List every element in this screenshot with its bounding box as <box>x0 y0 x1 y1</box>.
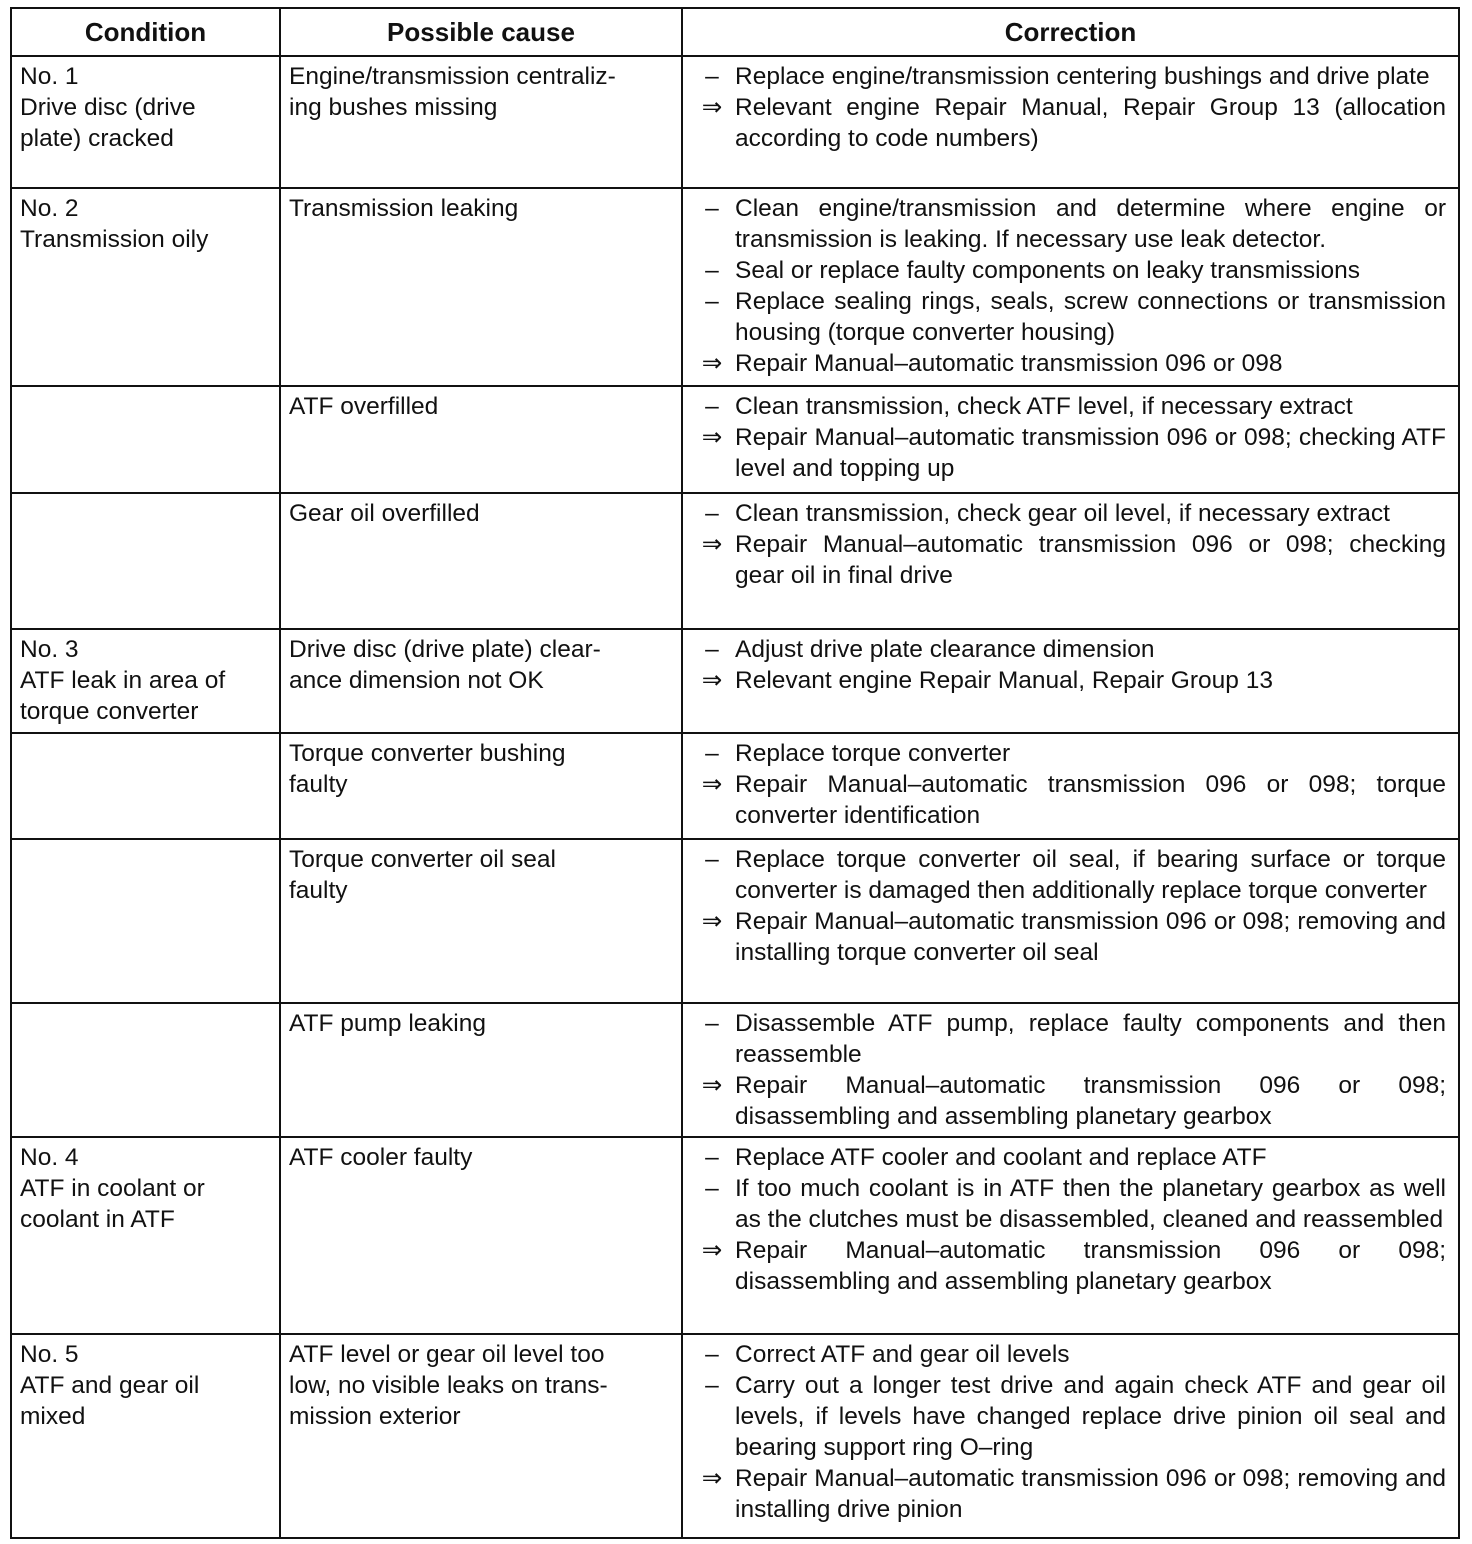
condition-cell <box>11 493 280 629</box>
correction-step-text: Repair Manual–automatic transmission 096 or 098; checking gear oil in final drive <box>735 531 1446 589</box>
correction-step <box>689 906 1446 968</box>
correction-step <box>689 1173 1446 1235</box>
correction-step <box>689 92 1446 154</box>
correction-cell <box>682 839 1459 1003</box>
step-dash-icon: – <box>705 1175 719 1202</box>
condition-cell <box>11 1003 280 1137</box>
reference-arrow-icon: ⇒ <box>701 94 723 121</box>
step-dash-icon: – <box>705 846 719 873</box>
possible-cause-cell: ATF overfilled <box>280 386 682 493</box>
correction-step <box>689 844 1446 906</box>
possible-cause-cell: Drive disc (drive plate) clear- ance dimension not OK <box>280 629 682 733</box>
correction-step <box>689 286 1446 348</box>
possible-cause-cell: ATF level or gear oil level too low, no visible leaks on trans- mission exterior <box>280 1334 682 1538</box>
correction-step <box>689 1339 1446 1370</box>
table-row <box>11 188 1459 386</box>
condition-cell <box>11 839 280 1003</box>
possible-cause-cell: Gear oil overfilled <box>280 493 682 629</box>
correction-step <box>689 1463 1446 1525</box>
step-dash-icon: – <box>705 740 719 767</box>
correction-step <box>689 255 1446 286</box>
correction-cell <box>682 56 1459 188</box>
reference-arrow-icon: ⇒ <box>701 424 723 451</box>
table-row <box>11 1137 1459 1334</box>
correction-step-text: Repair Manual–automatic transmission 096 or 098; removing and installing drive pinion <box>735 1465 1446 1523</box>
correction-step <box>689 1142 1446 1173</box>
reference-arrow-icon: ⇒ <box>701 1465 723 1492</box>
reference-arrow-icon: ⇒ <box>701 531 723 558</box>
correction-cell <box>682 733 1459 839</box>
correction-step <box>689 61 1446 92</box>
correction-step <box>689 1235 1446 1297</box>
header-correction: Correction <box>682 8 1459 56</box>
condition-cell: No. 5 ATF and gear oil mixed <box>11 1334 280 1538</box>
correction-step <box>689 1008 1446 1070</box>
correction-step <box>689 391 1446 422</box>
correction-step-text: Clean transmission, check gear oil level, if necessary extract <box>735 500 1390 527</box>
correction-cell <box>682 629 1459 733</box>
correction-cell <box>682 386 1459 493</box>
condition-cell <box>11 733 280 839</box>
table-row <box>11 1003 1459 1137</box>
reference-arrow-icon: ⇒ <box>701 350 723 377</box>
reference-arrow-icon: ⇒ <box>701 908 723 935</box>
possible-cause-cell: ATF pump leaking <box>280 1003 682 1137</box>
condition-cell <box>11 386 280 493</box>
correction-step-text: Replace ATF cooler and coolant and replace ATF <box>735 1144 1267 1171</box>
step-dash-icon: – <box>705 500 719 527</box>
correction-cell <box>682 1334 1459 1538</box>
correction-cell <box>682 188 1459 386</box>
correction-step-text: Repair Manual–automatic transmission 096 or 098; checking ATF level and topping up <box>735 424 1446 482</box>
step-dash-icon: – <box>705 195 719 222</box>
correction-step-text: Replace engine/transmission centering bushings and drive plate <box>735 63 1430 90</box>
correction-step-text: Replace torque converter <box>735 740 1011 767</box>
correction-step-text: Repair Manual–automatic transmission 096 or 098; disassembling and assembling planetary gearbox <box>735 1072 1446 1130</box>
condition-cell: No. 3 ATF leak in area of torque converter <box>11 629 280 733</box>
troubleshooting-table <box>10 7 1460 1539</box>
correction-step-text: Repair Manual–automatic transmission 096 or 098; disassembling and assembling planetary gearbox <box>735 1237 1446 1295</box>
condition-cell: No. 1 Drive disc (drive plate) cracked <box>11 56 280 188</box>
possible-cause-cell: Engine/transmission centraliz- ing bushes missing <box>280 56 682 188</box>
step-dash-icon: – <box>705 1144 719 1171</box>
correction-step <box>689 498 1446 529</box>
troubleshooting-table-sheet <box>10 7 1458 1539</box>
correction-step-text: Relevant engine Repair Manual, Repair Group 13 (allocation according to code numbers) <box>735 94 1446 152</box>
correction-step-text: Disassemble ATF pump, replace faulty components and then reassemble <box>735 1010 1446 1068</box>
correction-step-text: Repair Manual–automatic transmission 096 or 098 <box>735 350 1283 377</box>
correction-step <box>689 529 1446 591</box>
correction-step-text: Repair Manual–automatic transmission 096 or 098; torque converter identification <box>735 771 1446 829</box>
table-row <box>11 733 1459 839</box>
correction-step-text: Replace torque converter oil seal, if bearing surface or torque converter is damaged then additionally replace torque converter <box>735 846 1446 904</box>
possible-cause-cell: Transmission leaking <box>280 188 682 386</box>
step-dash-icon: – <box>705 288 719 315</box>
correction-step <box>689 634 1446 665</box>
correction-step-text: Carry out a longer test drive and again check ATF and gear oil levels, if levels have changed replace drive pinion oil seal and bearing support ring O–ring <box>735 1372 1446 1461</box>
reference-arrow-icon: ⇒ <box>701 667 723 694</box>
step-dash-icon: – <box>705 1372 719 1399</box>
step-dash-icon: – <box>705 257 719 284</box>
correction-step-text: Clean engine/transmission and determine where engine or transmission is leaking. If necessary use leak detector. <box>735 195 1446 253</box>
table-row <box>11 493 1459 629</box>
correction-cell <box>682 1137 1459 1334</box>
correction-step-text: Clean transmission, check ATF level, if necessary extract <box>735 393 1353 420</box>
table-row <box>11 56 1459 188</box>
correction-step <box>689 1070 1446 1132</box>
possible-cause-cell: Torque converter bushing faulty <box>280 733 682 839</box>
correction-step <box>689 1370 1446 1463</box>
condition-cell: No. 4 ATF in coolant or coolant in ATF <box>11 1137 280 1334</box>
step-dash-icon: – <box>705 1341 719 1368</box>
table-row <box>11 1334 1459 1538</box>
reference-arrow-icon: ⇒ <box>701 1237 723 1264</box>
correction-step-text: If too much coolant is in ATF then the planetary gearbox as well as the clutches must be disassembled, cleaned and reassembled <box>735 1175 1446 1233</box>
correction-step-text: Correct ATF and gear oil levels <box>735 1341 1070 1368</box>
step-dash-icon: – <box>705 63 719 90</box>
correction-step-text: Seal or replace faulty components on leaky transmissions <box>735 257 1361 284</box>
correction-step <box>689 769 1446 831</box>
step-dash-icon: – <box>705 393 719 420</box>
correction-step <box>689 422 1446 484</box>
correction-step-text: Replace sealing rings, seals, screw connections or transmission housing (torque converter housing) <box>735 288 1446 346</box>
correction-step <box>689 738 1446 769</box>
condition-cell: No. 2 Transmission oily <box>11 188 280 386</box>
table-body <box>11 56 1459 1538</box>
correction-step <box>689 193 1446 255</box>
correction-step-text: Relevant engine Repair Manual, Repair Group 13 <box>735 667 1273 694</box>
possible-cause-cell: Torque converter oil seal faulty <box>280 839 682 1003</box>
correction-step <box>689 665 1446 696</box>
table-row <box>11 839 1459 1003</box>
correction-cell <box>682 1003 1459 1137</box>
step-dash-icon: – <box>705 1010 719 1037</box>
reference-arrow-icon: ⇒ <box>701 771 723 798</box>
header-row <box>11 8 1459 56</box>
correction-step-text: Adjust drive plate clearance dimension <box>735 636 1155 663</box>
correction-step <box>689 348 1446 379</box>
reference-arrow-icon: ⇒ <box>701 1072 723 1099</box>
correction-step-text: Repair Manual–automatic transmission 096 or 098; removing and installing torque converter oil seal <box>735 908 1446 966</box>
header-condition: Condition <box>11 8 280 56</box>
table-row <box>11 629 1459 733</box>
step-dash-icon: – <box>705 636 719 663</box>
correction-cell <box>682 493 1459 629</box>
possible-cause-cell: ATF cooler faulty <box>280 1137 682 1334</box>
header-possible-cause: Possible cause <box>280 8 682 56</box>
table-row <box>11 386 1459 493</box>
